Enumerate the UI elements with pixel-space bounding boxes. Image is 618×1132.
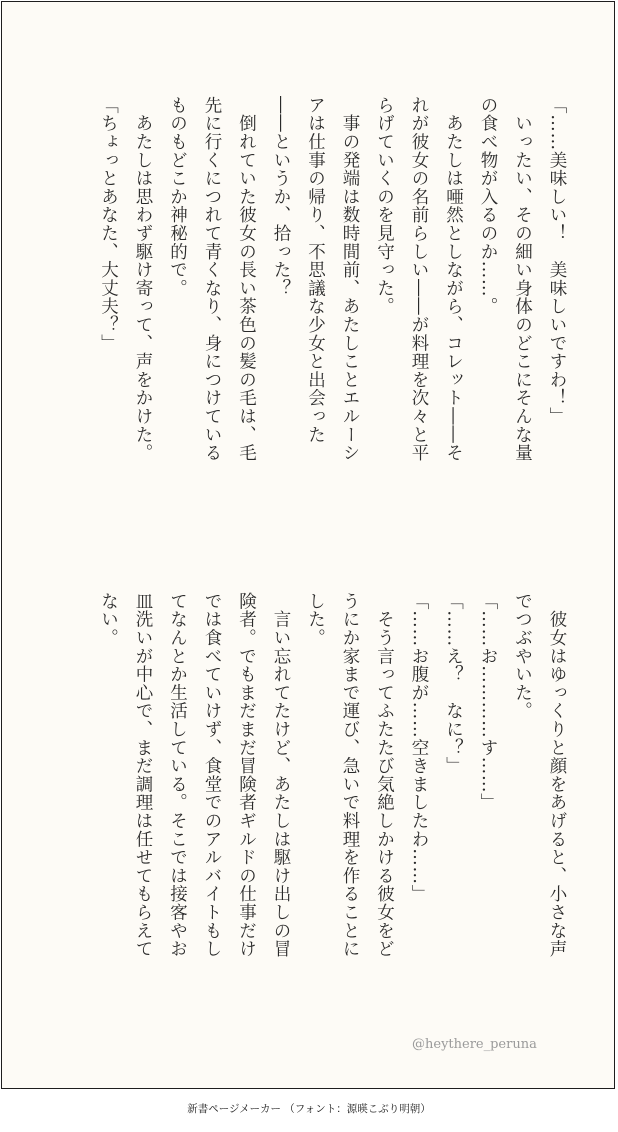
text-line: の食べ物が入るのか……。 — [478, 96, 498, 316]
lower-text-block — [91, 592, 574, 1032]
text-line: 皿洗いが中心で、まだ調理は任せてもらえて — [133, 592, 153, 958]
text-line: アは仕事の帰り、不思議な少女と出会った — [305, 96, 326, 444]
text-line: 倒れていた彼女の長い茶色の髪の毛は、毛 — [236, 96, 257, 462]
book-page — [1, 1, 615, 1089]
text-line: てなんとか生活している。そこでは接客やお — [167, 592, 188, 958]
text-line: れが彼女の名前らしい――が料理を次々と平 — [409, 96, 429, 462]
text-line: でつぶやいた。 — [512, 592, 533, 721]
text-line: ない。 — [98, 592, 119, 647]
text-line: ――というか、拾った？ — [271, 96, 291, 298]
text-line: 「……お腹が……空きましたわ……」 — [409, 592, 429, 904]
text-line: では食べていけず、食堂でのアルバイトもし — [202, 592, 222, 958]
text-line: いったい、その細い身体のどこにそんな量 — [512, 96, 533, 462]
text-line: らげていくのを見守った。 — [374, 96, 395, 316]
text-line: 言い忘れてたけど、あたしは駆け出しの冒 — [271, 592, 291, 958]
footer-caption: 新書ページメーカー （フォント：源暎こぶり明朝） — [187, 1103, 431, 1115]
text-line: あたしは唖然としながら、コレット――そ — [443, 96, 464, 462]
upper-text-block — [91, 96, 574, 536]
text-line: 険者。でもまだまだ冒険者ギルドの仕事だけ — [236, 592, 257, 958]
author-credit: @heythere_peruna — [412, 1037, 537, 1052]
text-line: 「ちょっとあなた、大丈夫？」 — [98, 96, 119, 353]
text-line: 先に行くにつれて青くなり、身につけている — [202, 96, 222, 462]
text-line: うにか家まで運び、急いで料理を作ることに — [340, 592, 360, 958]
text-line: そう言ってふたたび気絶しかける彼女をど — [374, 592, 395, 958]
text-line: 「……え？ なに？」 — [443, 592, 464, 775]
text-line: 「……美味しい！ 美味しいですわ！」 — [547, 96, 567, 426]
text-line: した。 — [305, 592, 326, 647]
text-line: ものもどこか神秘的で。 — [167, 96, 188, 298]
text-line: 事の発端は数時間前、あたしことエルーシ — [340, 96, 360, 462]
text-line: あたしは思わず駆け寄って、声をかけた。 — [133, 96, 153, 462]
text-line: 彼女はゆっくりと顔をあげると、小さな声 — [547, 592, 567, 958]
text-line: 「……お…………す……」 — [478, 592, 498, 812]
